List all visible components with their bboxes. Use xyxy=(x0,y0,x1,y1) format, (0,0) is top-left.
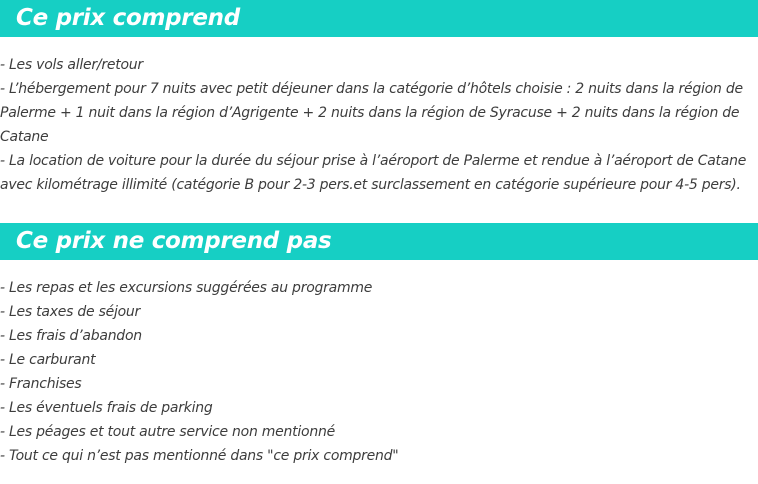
excluded-item-tolls-other: - Les péages et tout autre service non mentionné xyxy=(0,424,335,440)
excluded-item-fuel: - Le carburant xyxy=(0,352,96,368)
excluded-item-parking-fees: - Les éventuels frais de parking xyxy=(0,400,213,416)
included-section-header xyxy=(0,0,758,37)
included-item-accommodation: - L’hébergement pour 7 nuits avec petit déjeuner dans la catégorie d’hôtels choisie : 2 nuits dans la région de Palerme + 1 nuit dans la région d’Agrigente + 2 nuits dans la région de Syracuse + 2 nuits dans la région de Catane xyxy=(0,81,743,145)
included-item-car-rental: - La location de voiture pour la durée du séjour prise à l’aéroport de Palerme et rendue à l’aéroport de Catane avec kilométrage illimité (catégorie B pour 2-3 pers.et surclassement en catégorie supérieure pour 4-5 pers). xyxy=(0,153,747,193)
excluded-items-list xyxy=(0,276,758,468)
excluded-section-header xyxy=(0,223,758,260)
excluded-item-deductibles: - Franchises xyxy=(0,376,82,392)
excluded-item-drop-off-fees: - Les frais d’abandon xyxy=(0,328,142,344)
excluded-item-tourist-tax: - Les taxes de séjour xyxy=(0,304,141,320)
included-items-list xyxy=(0,53,758,197)
excluded-item-meals-excursions: - Les repas et les excursions suggérées au programme xyxy=(0,280,373,296)
excluded-section-title: Ce prix ne comprend pas xyxy=(16,228,332,254)
included-item-flights: - Les vols aller/retour xyxy=(0,57,143,73)
excluded-item-everything-else: - Tout ce qui n’est pas mentionné dans "ce prix comprend" xyxy=(0,448,399,464)
included-section-title: Ce prix comprend xyxy=(16,5,240,31)
